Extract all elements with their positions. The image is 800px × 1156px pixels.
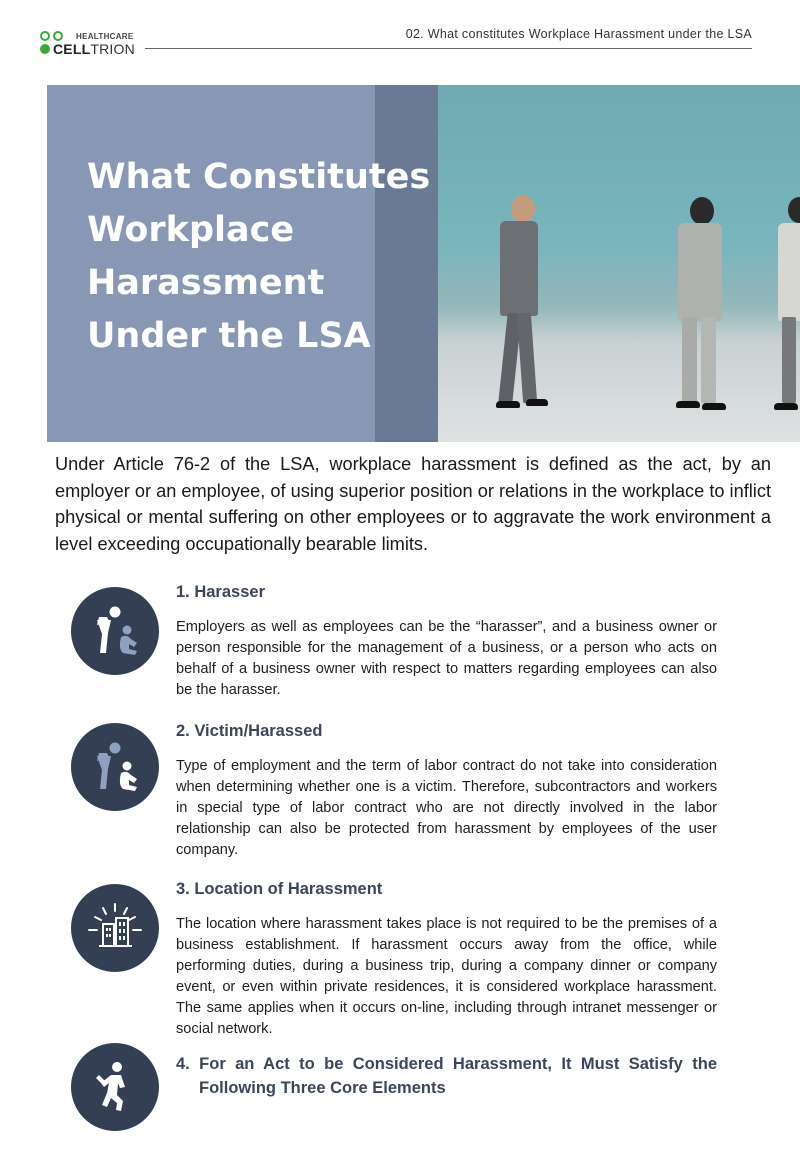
section-header-title: 02. What constitutes Workplace Harassment under the LSA — [405, 27, 752, 41]
logo-healthcare-text: HEALTHCARE — [76, 32, 134, 41]
section-text-location: The location where harassment takes place is not required to be the premises of a business establishment. If harassment occurs away from the office, while performing duties, during a business trip, during a company dinner or company event, or even within private residences, it is considered workplace harassment. The same applies when it occurs on-line, including through intranet messenger or social network. — [176, 916, 717, 1037]
section-title-victim: 2. Victim/Harassed — [176, 722, 323, 740]
figurine-3 — [768, 197, 800, 417]
hero-title: What Constitutes Workplace Harassment Under the LSA — [87, 157, 431, 356]
building-icon — [71, 884, 159, 972]
page-header — [0, 0, 800, 70]
celltrion-healthcare-logo — [40, 30, 140, 58]
hero-banner — [47, 85, 800, 442]
section-title-core-elements: 4. For an Act to be Considered Harassment, It Must Satisfy the Following Three Core Elements — [176, 1055, 717, 1097]
section-text-victim: Type of employment and the term of labor contract do not take into consideration when determining whether one is a victim. Therefore, subcontractors and workers in special type of labor contract who are not directly involved in the labor relationship can also be protected from harassment by employees of the user company. — [176, 758, 717, 858]
running-person-icon — [71, 1043, 159, 1131]
figurine-2 — [668, 197, 734, 417]
section-title-location: 3. Location of Harassment — [176, 880, 383, 898]
logo-name: CELLTRION — [53, 41, 135, 57]
section-title-harasser: 1. Harasser — [176, 583, 265, 601]
header-divider — [145, 48, 752, 49]
hero-photo-figurines — [438, 85, 800, 442]
intro-paragraph: Under Article 76-2 of the LSA, workplace harassment is defined as the act, by an employer or an employee, of using superior position or relations in the workplace to inflict physical or mental suffering on other employees or to aggravate the work environment a level exceeding occupationally bearable limits. — [55, 454, 771, 554]
section-text-harasser: Employers as well as employees can be the “harasser”, and a business owner or person responsible for the management of a business, or a person who acts on behalf of a business owner with respect to matters regarding employees can also be the harasser. — [176, 619, 717, 698]
victim-icon — [71, 723, 159, 811]
harasser-icon — [71, 587, 159, 675]
figurine-1 — [488, 195, 548, 415]
